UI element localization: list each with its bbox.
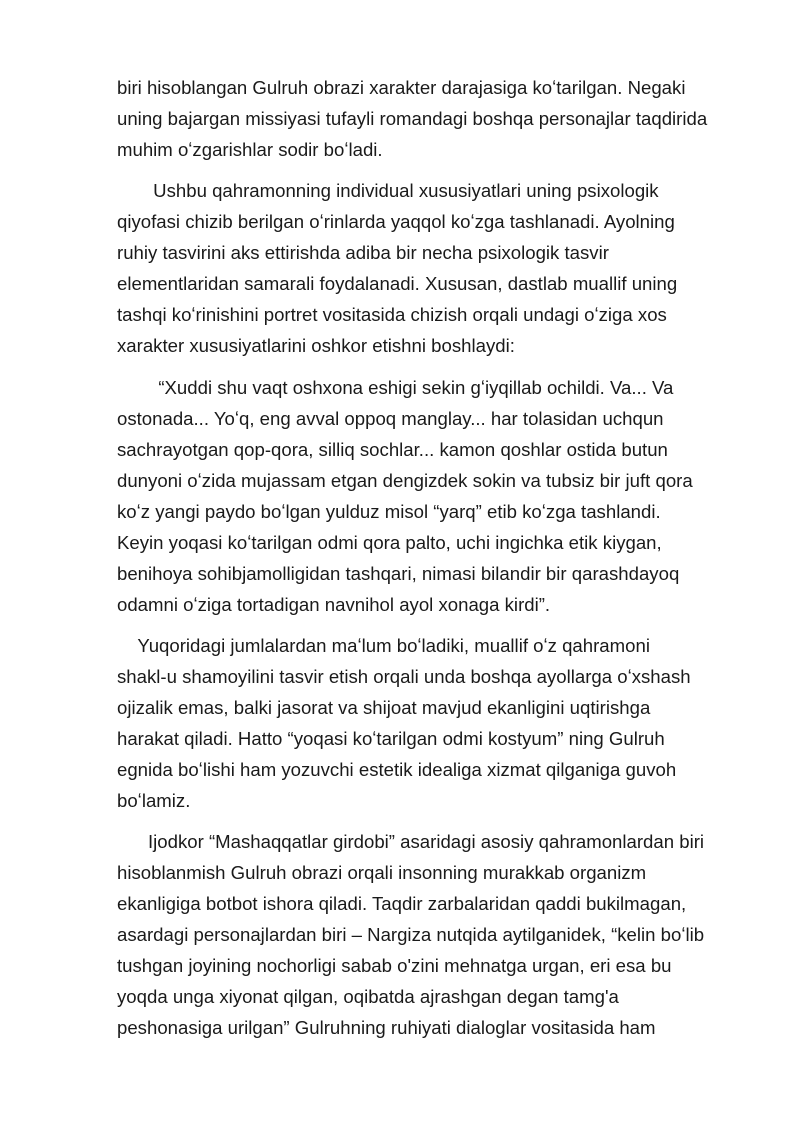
text-line: benihoya sohibjamolligidan tashqari, nimasi bilandir bir qarashdayoq <box>117 563 680 584</box>
text-line: “Xuddi shu vaqt oshxona eshigi sekin gʻiyqillab ochildi. Va... Va <box>117 377 674 398</box>
text-line: xarakter xususiyatlarini oshkor etishni boshlaydi: <box>117 335 515 356</box>
quotation-paragraph <box>117 372 757 620</box>
text-line: elementlaridan samarali foydalanadi. Xususan, dastlab muallif uning <box>117 273 678 294</box>
text-line: ekanligiga botbot ishora qiladi. Taqdir zarbalaridan qaddi bukilmagan, <box>117 893 687 914</box>
text-line: Ushbu qahramonning individual xususiyatlari uning psixologik <box>117 180 659 201</box>
text-line: koʻz yangi paydo boʻlgan yulduz misol “yarq” etib koʻzga tashlandi. <box>117 501 661 522</box>
text-line: boʻlamiz. <box>117 790 191 811</box>
text-line: harakat qiladi. Hatto “yoqasi koʻtarilgan odmi kostyum” ning Gulruh <box>117 728 665 749</box>
text-line: biri hisoblangan Gulruh obrazi xarakter darajasiga koʻtarilgan. Negaki <box>117 77 686 98</box>
text-line: tashqi koʻrinishini portret vositasida chizish orqali undagi oʻziga xos <box>117 304 667 325</box>
paragraph-1 <box>117 72 757 165</box>
text-line: dunyoni oʻzida mujassam etgan dengizdek sokin va tubsiz bir juft qora <box>117 470 693 491</box>
text-line: qiyofasi chizib berilgan oʻrinlarda yaqqol koʻzga tashlanadi. Ayolning <box>117 211 675 232</box>
text-line: Yuqoridagi jumlalardan maʻlum boʻladiki, muallif oʻz qahramoni <box>117 635 650 656</box>
paragraph-2 <box>117 175 757 361</box>
text-line: shakl-u shamoyilini tasvir etish orqali unda boshqa ayollarga oʻxshash <box>117 666 691 687</box>
text-line: uning bajargan missiyasi tufayli romandagi boshqa personajlar taqdirida <box>117 108 708 129</box>
text-line: peshonasiga urilgan” Gulruhning ruhiyati dialoglar vositasida ham <box>117 1017 656 1038</box>
text-line: egnida boʻlishi ham yozuvchi estetik idealiga xizmat qilganiga guvoh <box>117 759 677 780</box>
text-line: ruhiy tasvirini aks ettirishda adiba bir necha psixologik tasvir <box>117 242 609 263</box>
text-line: hisoblanmish Gulruh obrazi orqali insonning murakkab organizm <box>117 862 647 883</box>
text-line: ostonada... Yoʻq, eng avval oppoq manglay... har tolasidan uchqun <box>117 408 664 429</box>
text-line: Keyin yoqasi koʻtarilgan odmi qora palto, uchi ingichka etik kiygan, <box>117 532 662 553</box>
text-line: odamni oʻziga tortadigan navnihol ayol xonaga kirdi”. <box>117 594 551 615</box>
text-line: sachrayotgan qop-qora, silliq sochlar... kamon qoshlar ostida butun <box>117 439 668 460</box>
text-line: asardagi personajlardan biri – Nargiza nutqida aytilganidek, “kelin boʻlib <box>117 924 705 945</box>
text-line: muhim oʻzgarishlar sodir boʻladi. <box>117 139 383 160</box>
document-body <box>117 72 757 1052</box>
paragraph-4 <box>117 630 757 816</box>
text-line: tushgan joyining nochorligi sabab o'zini mehnatga urgan, eri esa bu <box>117 955 672 976</box>
text-line: yoqda unga xiyonat qilgan, oqibatda ajrashgan degan tamg'a <box>117 986 619 1007</box>
paragraph-5 <box>117 826 757 1043</box>
text-line: Ijodkor “Mashaqqatlar girdobi” asaridagi asosiy qahramonlardan biri <box>117 831 705 852</box>
text-line: ojizalik emas, balki jasorat va shijoat mavjud ekanligini uqtirishga <box>117 697 651 718</box>
